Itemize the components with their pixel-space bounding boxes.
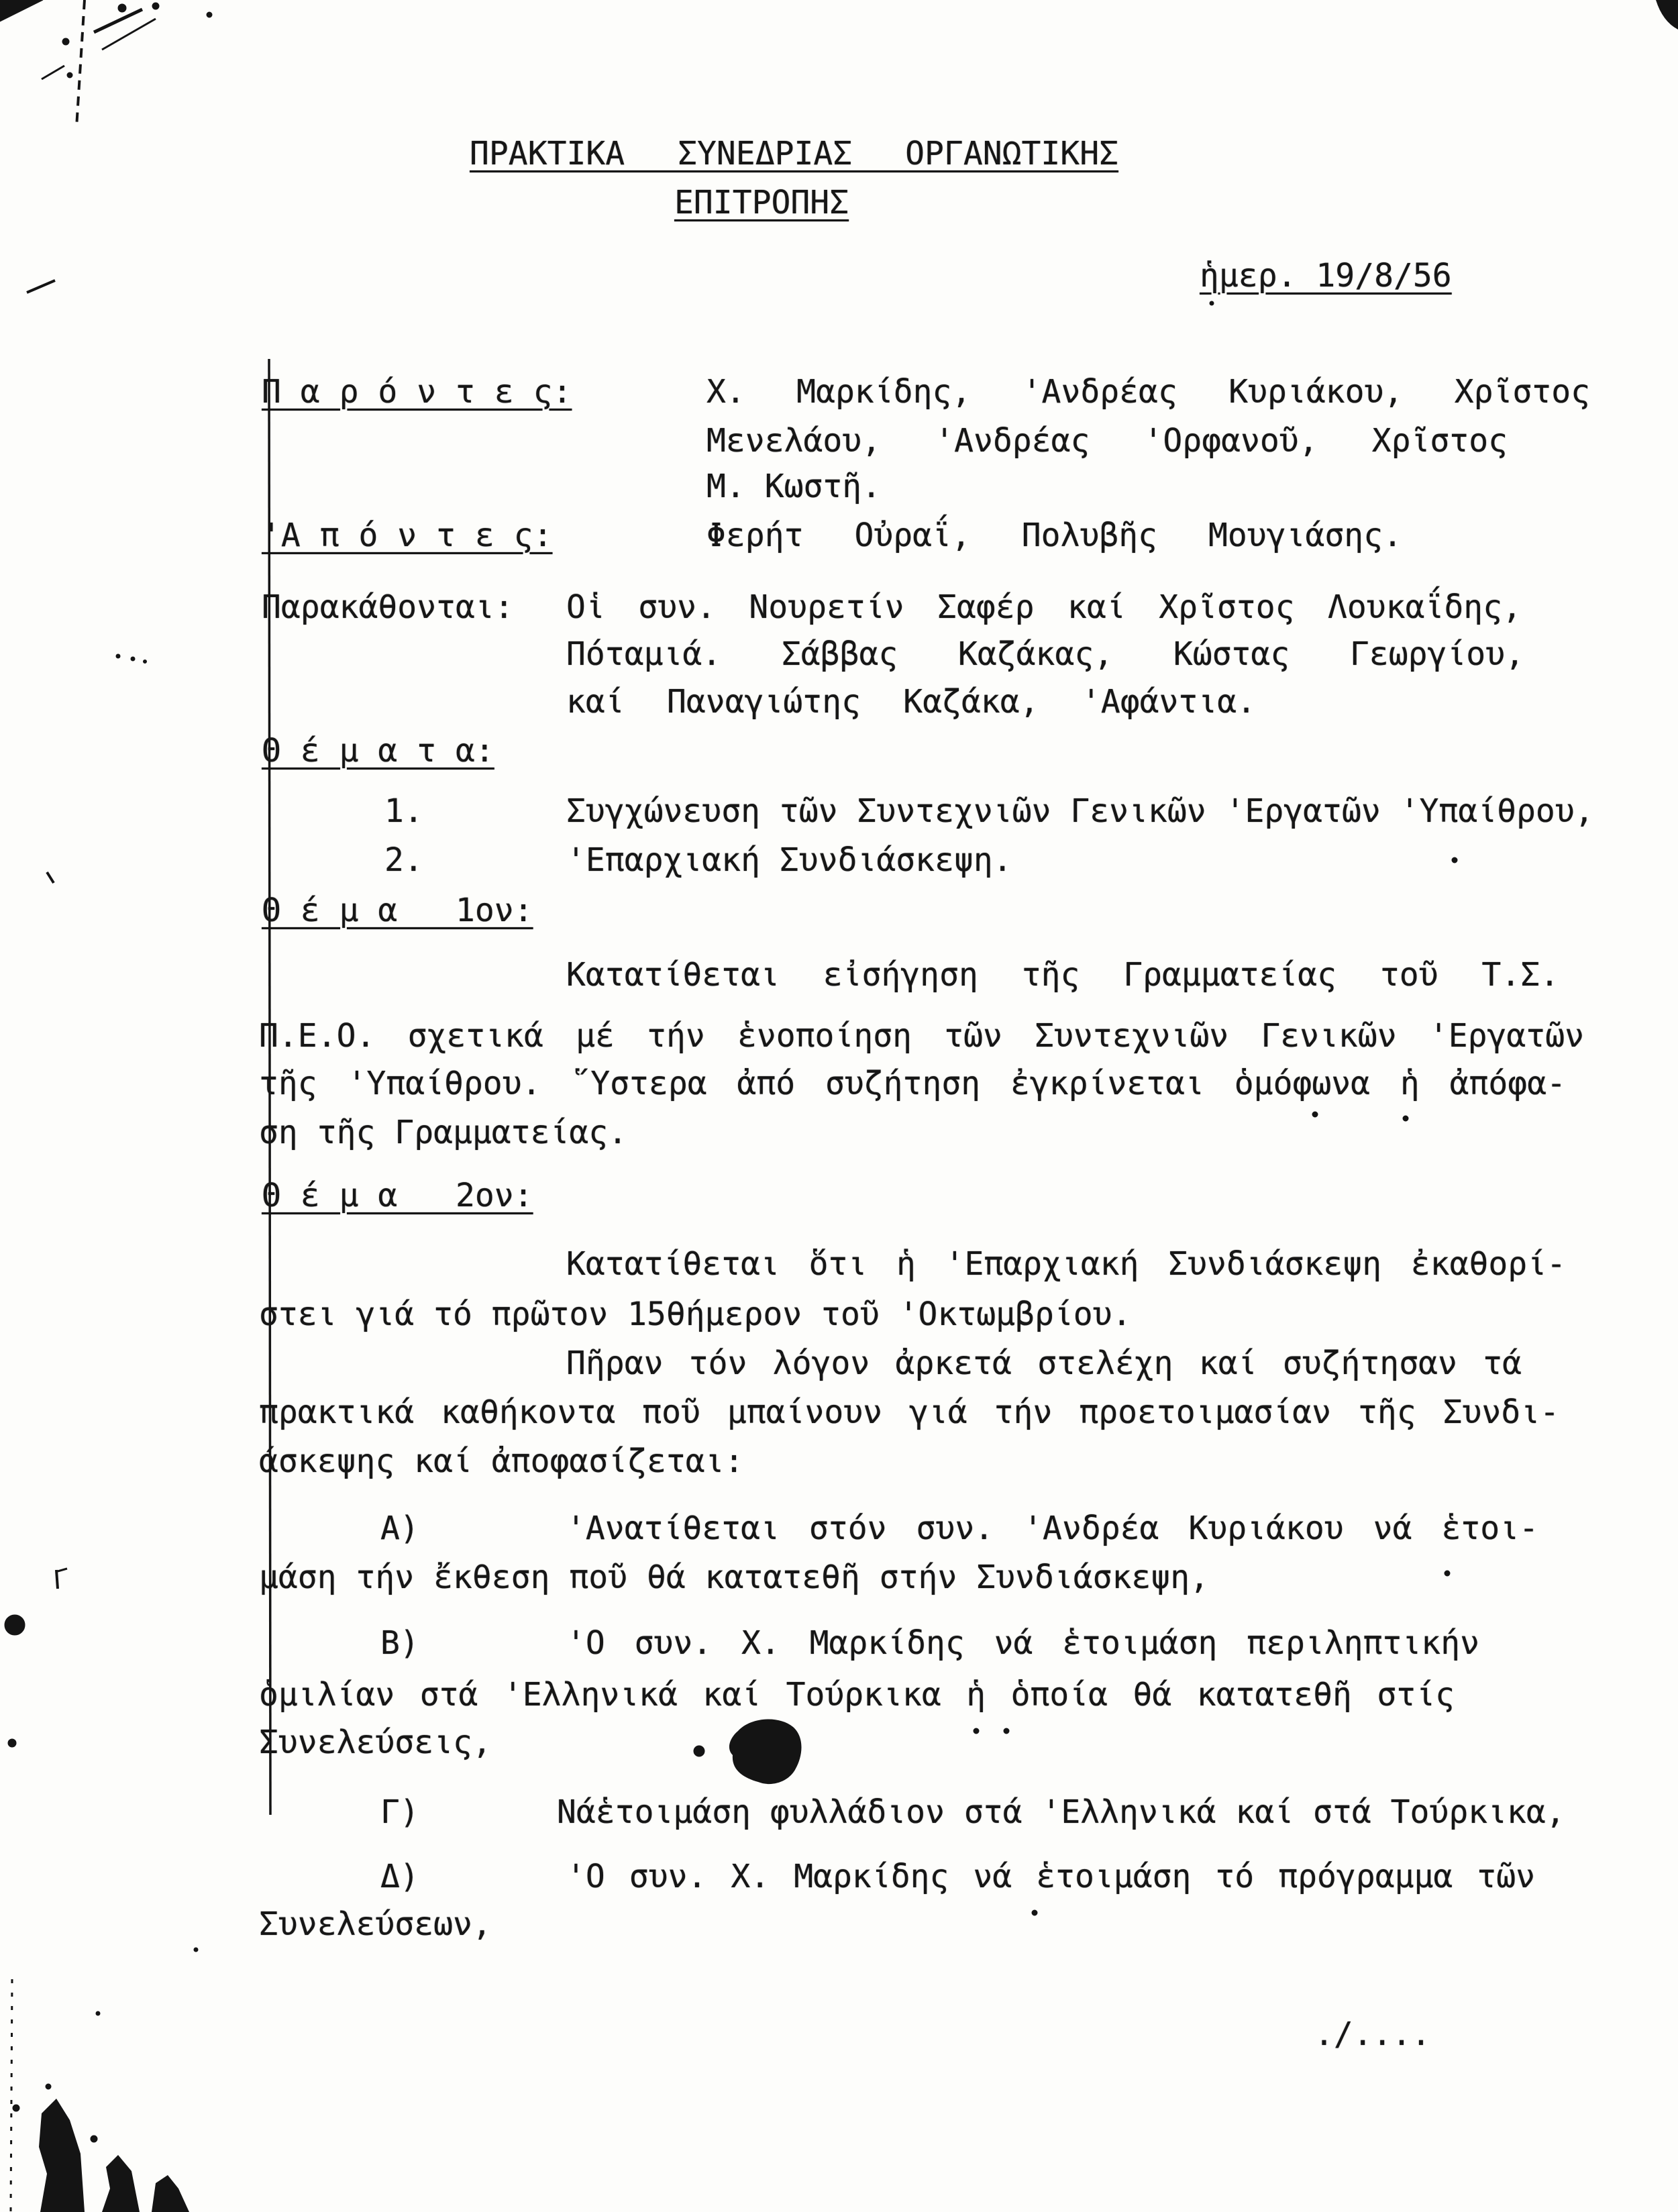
agenda-item-text: Συγχώνευση τῶν Συντεχνιῶν Γενικῶν 'Εργατῶν 'Υπαίθρου, bbox=[566, 792, 1594, 830]
present-line: Χ. Μαρκίδης, 'Ανδρέας Κυριάκου, Χρῖστος bbox=[706, 373, 1590, 411]
corner-scratch bbox=[94, 9, 142, 32]
corner-scratch bbox=[76, 0, 85, 127]
topic2-line: άσκεψης καί ἀποφασίζεται: bbox=[259, 1442, 744, 1480]
agenda-item-text: 'Επαρχιακή Συνδιάσκεψη. bbox=[566, 841, 1012, 879]
speck bbox=[694, 1746, 704, 1756]
agenda-item-number: 2. bbox=[384, 841, 423, 879]
edge-mark bbox=[56, 1570, 58, 1589]
decision-line: Νάἑτοιμάση φυλλάδιον στά 'Ελληνικά καί στά Τούρκικα, bbox=[557, 1793, 1565, 1831]
decision-letter: Β) bbox=[380, 1624, 419, 1662]
decision-letter: Α) bbox=[380, 1510, 419, 1547]
bottom-blotch bbox=[152, 2175, 189, 2212]
document-title-line2: ΕΠΙΤΡΟΠΗΣ bbox=[674, 184, 849, 221]
topic1-line: Κατατίθεται εἰσήγηση τῆς Γραμματείας τοῦ Τ.Σ. bbox=[566, 956, 1559, 994]
absent-label: 'Α π ό ν τ ε ς: bbox=[262, 517, 553, 554]
document-date: ἡμερ. 19/8/56 bbox=[1200, 257, 1452, 295]
speck bbox=[1210, 301, 1214, 305]
present-label: Π α ρ ό ν τ ε ς: bbox=[262, 373, 572, 411]
speck bbox=[13, 2105, 19, 2111]
topic2-line: στει γιά τό πρῶτον 15θήμερον τοῦ 'Οκτωμβρίου. bbox=[259, 1296, 1132, 1333]
speck bbox=[62, 38, 69, 45]
ink-blot bbox=[729, 1720, 802, 1785]
present-line: Μ. Κωστῆ. bbox=[706, 468, 882, 505]
speck bbox=[8, 1739, 16, 1747]
decision-letter: Γ) bbox=[380, 1793, 419, 1831]
speck bbox=[194, 1948, 198, 1952]
speck bbox=[46, 2084, 51, 2089]
speck bbox=[1403, 1116, 1408, 1121]
speck bbox=[1445, 1571, 1450, 1576]
speck bbox=[118, 4, 126, 12]
attending-line: καί Παναγιώτης Καζάκα, 'Αφάντια. bbox=[566, 683, 1256, 721]
speck bbox=[131, 657, 135, 661]
corner-scratch bbox=[42, 66, 64, 79]
speck bbox=[96, 2011, 100, 2015]
decision-line: Συνελεύσεις, bbox=[259, 1724, 492, 1761]
attending-line: Οἱ συν. Νουρετίν Σαφέρ καί Χρῖστος Λουκαΐδης, bbox=[566, 588, 1522, 626]
topic2-line: Κατατίθεται ὅτι ἡ 'Επαρχιακή Συνδιάσκεψη ἐκαθορί- bbox=[566, 1245, 1566, 1283]
present-line: Μενελάου, 'Ανδρέας 'Ορφανοῦ, Χρῖστος bbox=[706, 422, 1508, 460]
speck bbox=[974, 1728, 979, 1734]
speck bbox=[5, 1615, 25, 1635]
topic2-line: πρακτικά καθήκοντα ποῦ μπαίνουν γιά τήν προετοιμασίαν τῆς Συνδι- bbox=[259, 1393, 1559, 1431]
continuation-mark: ./.... bbox=[1314, 2015, 1431, 2053]
decision-line: 'Ο συν. Χ. Μαρκίδης νά ἑτοιμάση τό πρόγραμμα τῶν bbox=[566, 1858, 1535, 1895]
speck bbox=[1312, 1112, 1318, 1117]
edge-dots bbox=[11, 1979, 12, 2212]
speck bbox=[1004, 1728, 1009, 1734]
topic1-line: τῆς 'Υπαίθρου. ῞Υστερα ἀπό συζήτηση ἐγκρίνεται ὁμόφωνα ἡ ἀπόφα- bbox=[259, 1065, 1566, 1102]
topic1-heading: Θ έ μ α 1ον: bbox=[262, 892, 533, 929]
absent-line: Φερήτ Οὐραΐ, Πολυβῆς Μουγιάσης. bbox=[706, 517, 1402, 554]
decision-line: ὁμιλίαν στά 'Ελληνικά καί Τούρκικα ἡ ὁποία θά κατατεθῆ στίς bbox=[259, 1676, 1455, 1714]
attending-line: Πόταμιά. Σάββας Καζάκας, Κώστας Γεωργίου, bbox=[566, 635, 1524, 673]
document-title: ΠΡΑΚΤΙΚΑ ΣΥΝΕΔΡΙΑΣ ΟΡΓΑΝΩΤΙΚΗΣ bbox=[470, 135, 1118, 172]
topic2-heading: Θ έ μ α 2ον: bbox=[262, 1177, 533, 1214]
attending-label: Παρακάθονται: bbox=[262, 588, 514, 626]
speck bbox=[91, 2136, 97, 2142]
topic1-line: Π.Ε.Ο. σχετικά μέ τήν ἑνοποίηση τῶν Συντεχνιῶν Γενικῶν 'Εργατῶν bbox=[259, 1017, 1584, 1055]
bottom-blotch bbox=[102, 2155, 140, 2212]
bottom-blotch bbox=[39, 2099, 85, 2212]
agenda-label: Θ έ μ α τ α: bbox=[262, 732, 494, 770]
corner-mark bbox=[0, 0, 43, 21]
speck bbox=[116, 654, 120, 658]
edge-mark bbox=[27, 280, 55, 293]
topic2-line: Πῆραν τόν λόγον ἀρκετά στελέχη καί συζήτησαν τά bbox=[566, 1345, 1522, 1382]
corner-scratch bbox=[102, 19, 156, 50]
decision-line: 'Ο συν. Χ. Μαρκίδης νά ἑτοιμάση περιληπτικήν bbox=[566, 1624, 1479, 1662]
edge-mark bbox=[47, 872, 54, 883]
decision-line: 'Ανατίθεται στόν συν. 'Ανδρέα Κυριάκου νά ἑτοι- bbox=[566, 1510, 1538, 1547]
speck bbox=[152, 3, 159, 9]
decision-line: μάση τήν ἔκθεση ποῦ θά κατατεθῆ στήν Συνδιάσκεψη, bbox=[259, 1559, 1210, 1596]
edge-mark bbox=[58, 1569, 67, 1571]
speck bbox=[1032, 1910, 1037, 1915]
decision-line: Συνελεύσεων, bbox=[259, 1905, 492, 1943]
decision-letter: Δ) bbox=[380, 1858, 419, 1895]
speck bbox=[207, 12, 212, 17]
agenda-item-number: 1. bbox=[384, 792, 423, 830]
speck bbox=[67, 72, 72, 78]
speck bbox=[1452, 857, 1457, 863]
topic1-line: ση τῆς Γραμματείας. bbox=[259, 1114, 628, 1151]
speck bbox=[144, 660, 147, 664]
corner-mark bbox=[1656, 0, 1678, 30]
